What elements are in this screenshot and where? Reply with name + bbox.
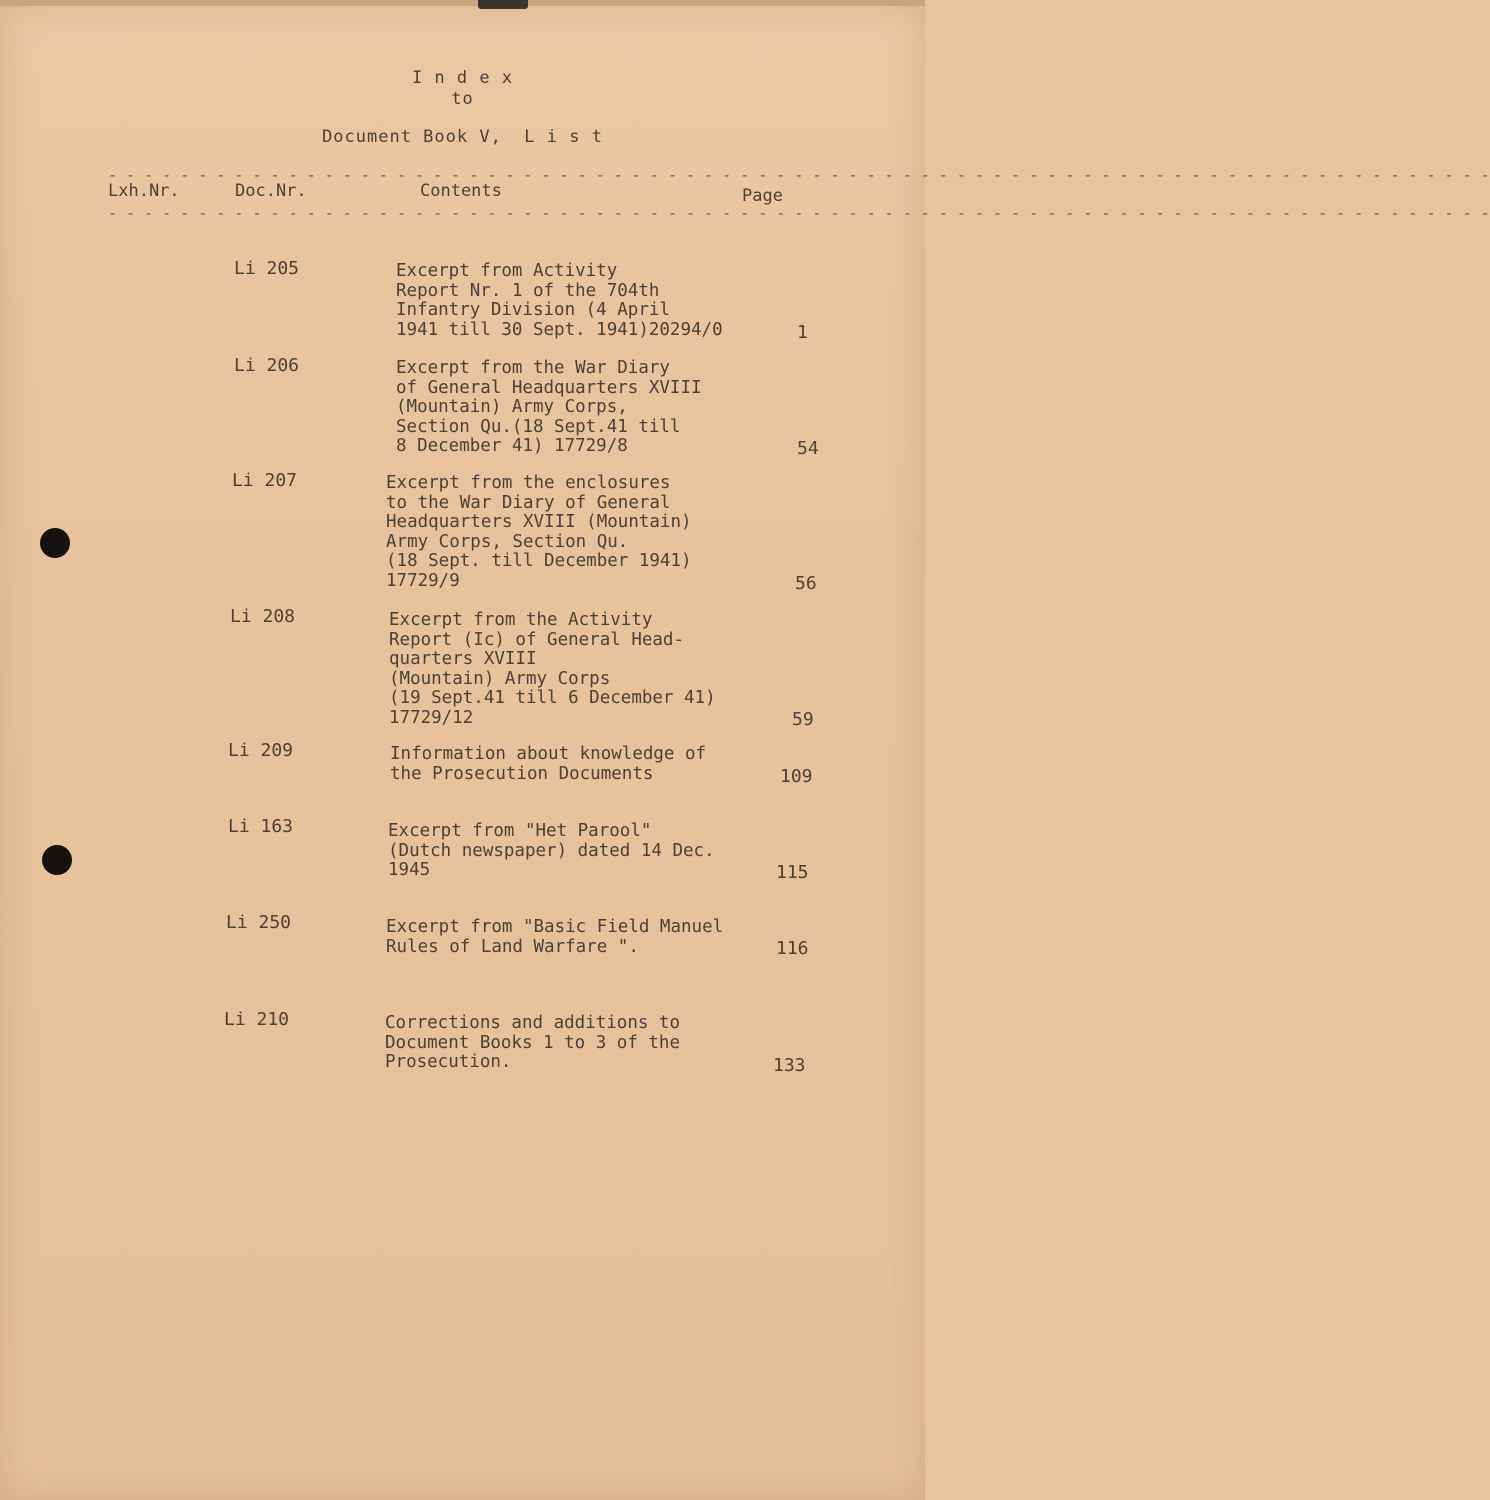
entry-doc-nr: Li 205: [234, 258, 300, 279]
entry-contents: Excerpt from the War Diary of General Headquarters XVIII (Mountain) Army Corps, Section Qu.(18 Sept.41 till 8 December 41) 17729/8: [396, 358, 702, 456]
column-header-contents: Contents: [420, 181, 502, 201]
divider-top: - - - - - - - - - - - - - - - - - - - - - - - - - - - - - - - - - - - - - - - - - - - - - - - - - - - - - - - - - - - - - - - - - - - - - - - - - - - - -: [108, 166, 1490, 184]
punch-hole-bottom: [42, 845, 72, 875]
entry-page: 109: [780, 766, 813, 787]
entry-doc-nr: Li 250: [226, 912, 292, 933]
top-edge: [0, 0, 925, 6]
title-document-book: Document Book V, L i s t: [322, 127, 603, 147]
entry-page: 116: [776, 938, 809, 959]
column-header-doc: Doc.Nr.: [235, 181, 307, 201]
entry-contents: Information about knowledge of the Prosecution Documents: [390, 744, 707, 784]
entry-doc-nr: Li 208: [230, 606, 296, 627]
entry-page: 54: [797, 438, 819, 459]
entry-contents: Excerpt from "Het Parool" (Dutch newspaper) dated 14 Dec. 1945: [388, 821, 715, 880]
entry-doc-nr: Li 210: [224, 1009, 290, 1030]
title-index: I n d e x: [411, 68, 514, 88]
entry-doc-nr: Li 207: [232, 470, 298, 491]
binder-tab: [478, 0, 528, 9]
entry-page: 56: [795, 573, 817, 594]
entry-page: 59: [792, 709, 814, 730]
entry-page: 1: [797, 322, 808, 343]
divider-bottom: - - - - - - - - - - - - - - - - - - - - - - - - - - - - - - - - - - - - - - - - - - - - - - - - - - - - - - - - - - - - - - - - - - - - - - - - - - - - -: [108, 204, 1490, 222]
punch-hole-top: [40, 528, 70, 558]
entry-contents: Corrections and additions to Document Books 1 to 3 of the Prosecution.: [385, 1013, 681, 1072]
entry-doc-nr: Li 209: [228, 740, 294, 761]
entry-contents: Excerpt from the Activity Report (Ic) of General Head- quarters XVIII (Mountain) Army Corps (19 Sept.41 till 6 December 41) 17729/12: [389, 610, 716, 728]
column-header-exh: Lxh.Nr.: [108, 181, 180, 201]
entry-page: 115: [776, 862, 809, 883]
entry-page: 133: [773, 1055, 806, 1076]
entry-contents: Excerpt from the enclosures to the War Diary of General Headquarters XVIII (Mountain) Army Corps, Section Qu. (18 Sept. till December 1941) 17729/9: [386, 473, 692, 591]
title-to: to: [451, 89, 474, 109]
entry-doc-nr: Li 206: [234, 355, 300, 376]
entry-contents: Excerpt from Activity Report Nr. 1 of the 704th Infantry Division (4 April 1941 till 30 Sept. 1941)20294/0: [396, 261, 723, 340]
entry-doc-nr: Li 163: [228, 816, 294, 837]
column-header-page: Page: [742, 186, 783, 206]
entry-contents: Excerpt from "Basic Field Manuel Rules of Land Warfare ".: [386, 917, 724, 957]
